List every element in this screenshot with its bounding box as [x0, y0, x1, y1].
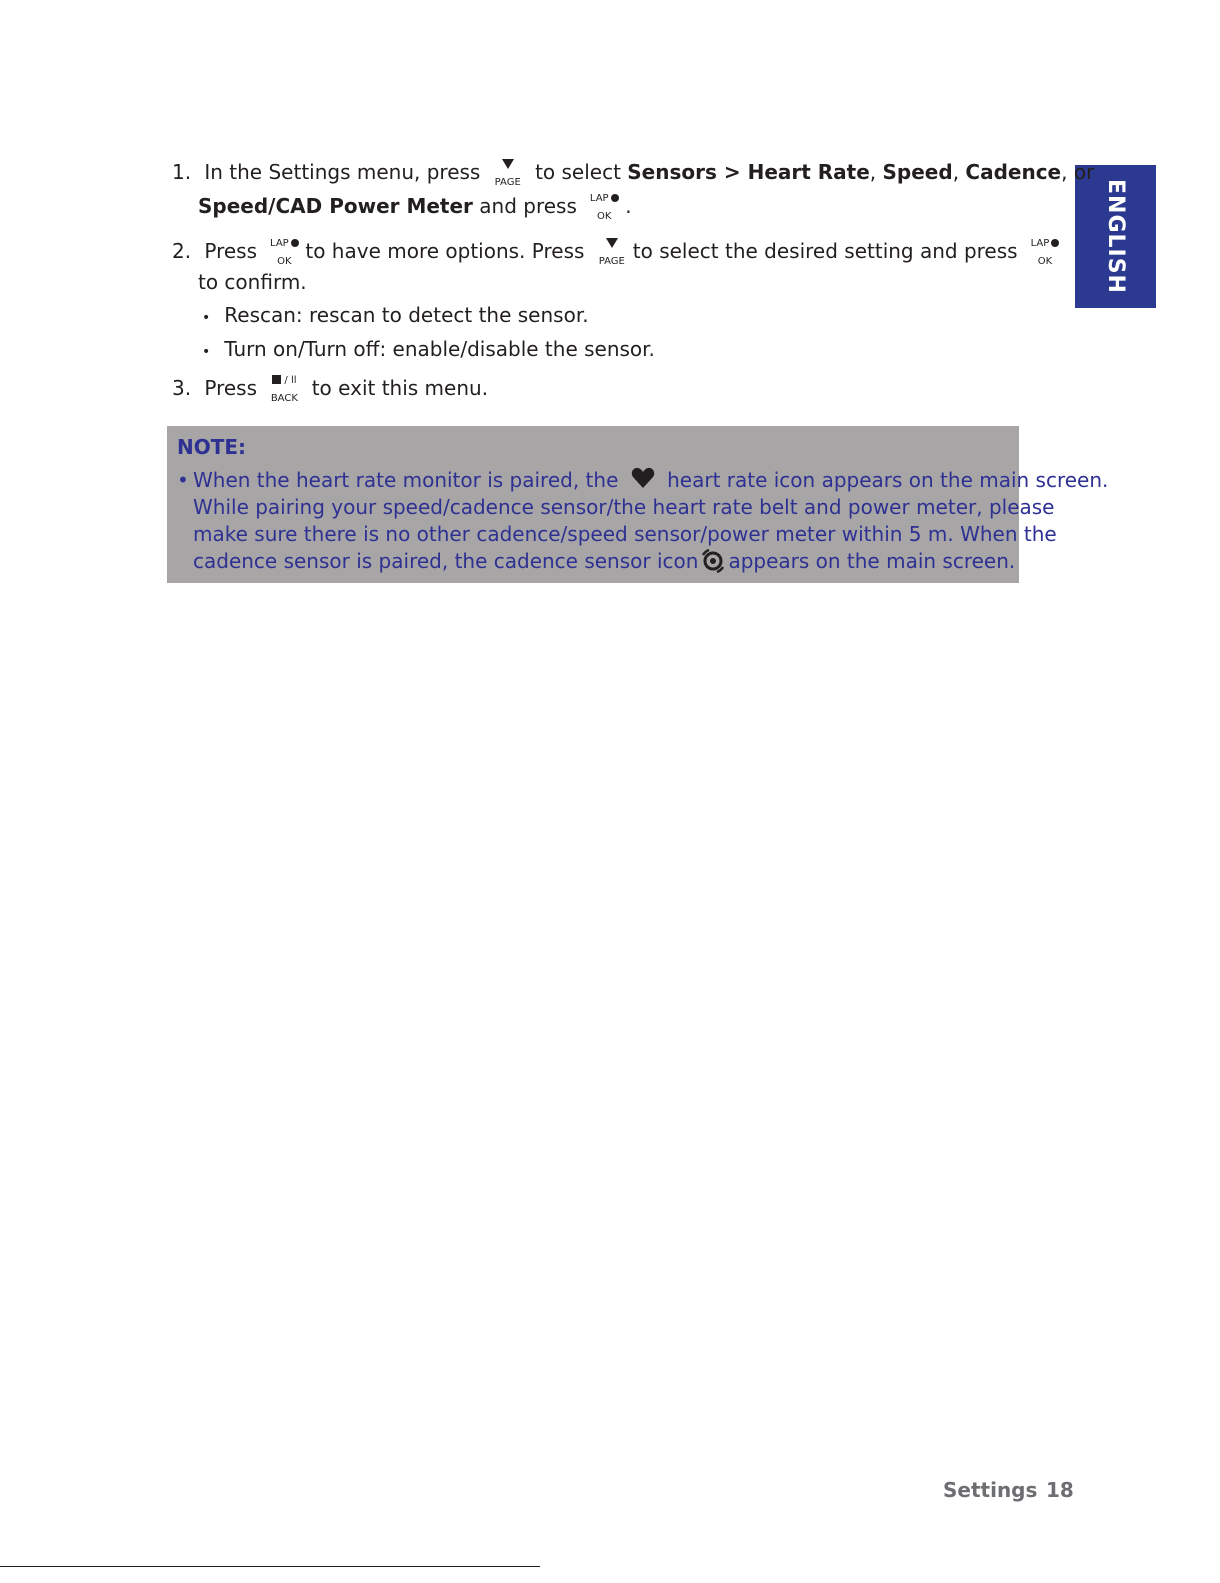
- note-text: When the heart rate monitor is paired, the: [193, 468, 619, 492]
- cadence-sensor-icon: [700, 549, 726, 573]
- note-bullet: •: [177, 468, 189, 492]
- step-text: to select: [535, 160, 621, 184]
- punct: .: [625, 194, 632, 218]
- page-key-label: PAGE: [598, 255, 625, 267]
- step-text: to confirm.: [198, 270, 307, 294]
- page-key-icon: [595, 238, 629, 268]
- bullet-text: Rescan: rescan to detect the sensor.: [224, 303, 589, 327]
- note-line: [193, 548, 1015, 575]
- stop-pause-back-key-icon: [267, 375, 301, 405]
- language-label: ENGLISH: [1103, 179, 1128, 294]
- list-item: [202, 298, 589, 335]
- bullet-dot: •: [202, 344, 211, 360]
- step-number: 1.: [172, 160, 192, 184]
- menu-option-cadence: Cadence: [965, 160, 1062, 184]
- note-title: NOTE:: [177, 435, 247, 459]
- step-text: In the Settings menu, press: [204, 160, 481, 184]
- back-key-label: BACK: [270, 392, 298, 404]
- lap-ok-key-icon: [1028, 238, 1062, 268]
- ok-key-label: OK: [597, 210, 612, 222]
- bullet-dot: •: [202, 310, 211, 326]
- step-text: to have more options. Press: [305, 239, 585, 263]
- note-line: make sure there is no other cadence/speed sensor/power meter within 5 m. When the: [193, 522, 1057, 546]
- footer-section: Settings: [943, 1478, 1038, 1502]
- punct: ,: [869, 160, 877, 184]
- page-number: 18: [1046, 1478, 1074, 1502]
- step-text: Press: [204, 376, 257, 400]
- pause-glyph: / ll: [284, 374, 297, 386]
- note-text: cadence sensor is paired, the cadence sensor icon: [193, 549, 699, 573]
- note-line: [193, 467, 1108, 494]
- bullet-text: Turn on/Turn off: enable/disable the sensor.: [224, 337, 655, 361]
- step-1-cont: [198, 189, 632, 223]
- note-box: [167, 426, 1109, 583]
- step-text: , or: [1061, 160, 1095, 184]
- note-text: heart rate icon appears on the main screen.: [667, 468, 1109, 492]
- lap-key-label: LAP: [270, 237, 289, 249]
- note-text: appears on the main screen.: [728, 549, 1016, 573]
- lap-ok-key-icon: [267, 238, 301, 268]
- step-text: to select the desired setting and press: [632, 239, 1018, 263]
- step-2: [172, 234, 1066, 268]
- list-item: [202, 332, 655, 369]
- step-1: [172, 155, 1094, 189]
- note-line: While pairing your speed/cadence sensor/the heart rate belt and power meter, please: [193, 495, 1055, 519]
- ok-key-label: OK: [1037, 255, 1053, 267]
- ok-key-label: OK: [277, 255, 292, 267]
- punct: ,: [952, 160, 960, 184]
- lap-ok-key-icon: [587, 193, 621, 223]
- heart-icon: [631, 467, 655, 489]
- lap-key-label: LAP: [589, 192, 609, 204]
- step-2-cont: [198, 265, 307, 299]
- menu-path: Sensors > Heart Rate: [627, 160, 870, 184]
- lap-key-label: LAP: [1030, 237, 1050, 249]
- page-key-label: PAGE: [494, 176, 521, 188]
- step-text: to exit this menu.: [311, 376, 489, 400]
- step-text: and press: [479, 194, 577, 218]
- step-text: Press: [204, 239, 257, 263]
- menu-option-speed: Speed: [882, 160, 953, 184]
- step-3: [172, 371, 488, 405]
- menu-option-power-meter: Speed/CAD Power Meter: [198, 194, 473, 218]
- bottom-rule: [0, 1566, 540, 1567]
- page-key-icon: [491, 159, 525, 189]
- step-number: 3.: [172, 376, 192, 400]
- step-number: 2.: [172, 239, 192, 263]
